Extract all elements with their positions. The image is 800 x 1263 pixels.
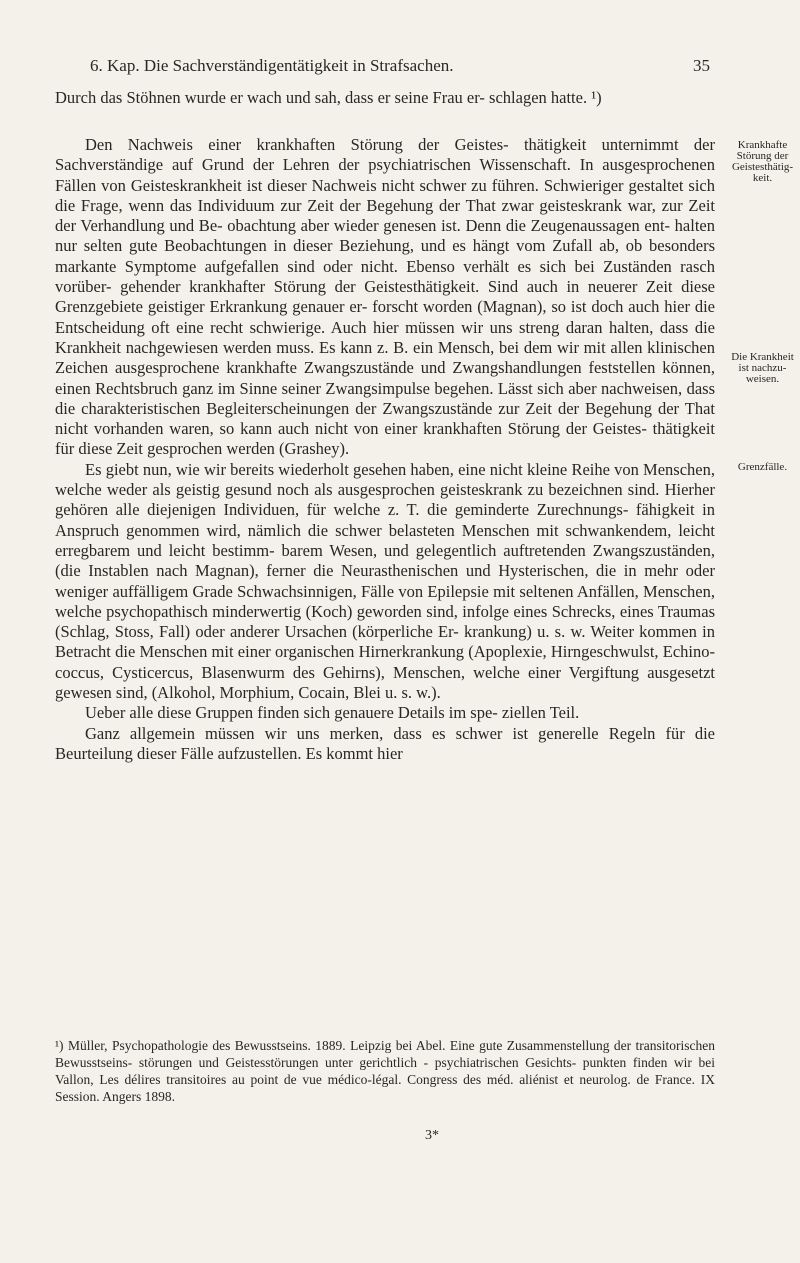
margin-note-1: Krankhafte Störung der Geistesthätig- keit. [731, 139, 794, 184]
margin-note-3: Grenzfälle. [737, 461, 788, 473]
main-text [55, 88, 715, 764]
paragraph-5: Ganz allgemein müssen wir uns merken, dass es schwer ist generelle Regeln für die Beurteilung dieser Fälle aufzustellen. Es kommt hier [55, 723, 715, 763]
page-number: 35 [693, 56, 710, 75]
footnote: ¹) Müller, Psychopathologie des Bewusstseins. 1889. Leipzig bei Abel. Eine gute Zusammenstellung der transitorischen Bewusstseins- störungen und Geistesstörungen unter gerichtlich - psychiatrischen Gesichts- punkten finden wir bei Vallon, Les délires transitoires au point de vue médico-légal. Congress des méd. aliénist et neurolog. de France. IX Session. Angers 1898. [55, 1038, 715, 1104]
paragraph-3: Es giebt nun, wie wir bereits wiederholt gesehen haben, eine nicht kleine Reihe von Menschen, welche weder als geistig gesund noch als ausgesprochen geisteskrank zu bezeichnen sind. Hierher gehören alle diejenigen Individuen, für welche z. T. die geminderte Zurechnungs- fähigkeit in Anspruch genommen wird, nämlich die schwer belasteten Menschen mit schwankendem, leicht erregbarem und leicht bestimm- barem Wesen, und gelegentlich auftretenden Zwangszuständen, (die Instablen nach Magnan), ferner die Neurasthenischen und Hysterischen, die in mehr oder weniger auffälligem Grade Schwachsinnigen, Fälle von Epilepsie mit seltenen Anfällen, Menschen, welche psychopathisch minderwertig (Koch) geworden sind, infolge eines Schrecks, eines Traumas (Schlag, Stoss, Fall) oder anderer Ursachen (körperliche Er- krankung) u. s. w. Weiter kommen in Betracht die Menschen mit einer organischen Hirnerkrankung (Apoplexie, Hirngeschwulst, Echino- coccus, Cysticercus, Blasenwurm des Gehirns), Menschen, welche einer Vergiftung ausgesetzt gewesen sind, (Alkohol, Morphium, Cocain, Blei u. s. w.). [55, 459, 715, 703]
margin-note-2: Die Krankheit ist nachzu- weisen. [731, 351, 794, 385]
paragraph-4: Ueber alle diese Gruppen finden sich genauere Details im spe- ziellen Teil. [85, 703, 580, 723]
paragraph-2: Den Nachweis einer krankhaften Störung der Geistes- thätigkeit unternimmt der Sachverständige auf Grund der Lehren der psychiatrischen Wissenschaft. In ausgesprochenen Fällen von Geisteskrankheit ist dieser Nachweis nicht schwer zu führen. Schwieriger gestaltet sich die Frage, wenn das Individuum zur Zeit der Begehung der That zwar geisteskrank war, zur Zeit der Verhandlung und Be- obachtung aber wieder genesen ist. Denn die Zeugenaussagen ent- halten nur selten gute Beobachtungen in dieser Beziehung, und es hängt vom Zufall ab, ob besonders markante Symptome aufgefallen sind oder nicht. Ebenso verhält es sich bei Zuständen rasch vorüber- gehender krankhafter Störung der Geistesthätigkeit. Sind auch in neuerer Zeit diese Grenzgebiete geistiger Erkrankung genauer er- forscht worden (Magnan), so ist doch auch hier die Entscheidung oft eine recht schwierige. Auch hier müssen wir uns streng daran halten, dass die Krankheit nachgewiesen werden muss. Es kann z. B. ein Mensch, bei dem wir mit allen klinischen Zeichen ausgesprochene krankhafte Zwangszustände und Zwangshandlungen feststellen können, einen Rechtsbruch ganz im Sinne seiner Zwangsimpulse begehen. Lässt sich aber nachweisen, dass die charakteristischen Begleiterscheinungen der Zwangszustände zur Zeit der Begehung der That nicht vorhanden waren, so kann auch nicht von einer krankhaften Störung der Geistes- thätigkeit für diese Zeit gesprochen werden (Grashey). [55, 135, 715, 459]
header-title: 6. Kap. Die Sachverständigentätigkeit in Strafsachen. [90, 56, 454, 75]
signature-mark: 3* [425, 1128, 439, 1143]
paragraph-1: Durch das Stöhnen wurde er wach und sah, dass er seine Frau er- schlagen hatte. ¹) [55, 88, 602, 107]
